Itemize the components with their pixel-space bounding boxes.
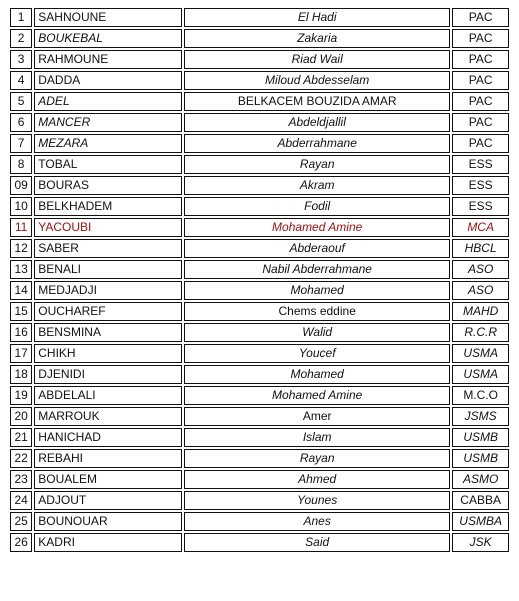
first-name-cell: Islam [184, 428, 450, 447]
table-row [10, 323, 509, 342]
row-number: 4 [10, 71, 32, 90]
club-cell: ASO [452, 260, 509, 279]
first-name-cell: Chems eddine [184, 302, 450, 321]
player-table-body [10, 8, 509, 552]
table-row [10, 386, 509, 405]
first-name-cell: Mohamed [184, 281, 450, 300]
club-cell: ESS [452, 197, 509, 216]
first-name-cell: Youcef [184, 344, 450, 363]
row-number: 2 [10, 29, 32, 48]
row-number: 23 [10, 470, 32, 489]
row-number: 19 [10, 386, 32, 405]
table-row [10, 50, 509, 69]
first-name-cell: Nabil Abderrahmane [184, 260, 450, 279]
row-number: 12 [10, 239, 32, 258]
table-row [10, 512, 509, 531]
first-name-cell: Walid [184, 323, 450, 342]
row-number: 10 [10, 197, 32, 216]
first-name-cell: Said [184, 533, 450, 552]
club-cell: USMB [452, 428, 509, 447]
row-number: 8 [10, 155, 32, 174]
club-cell: USMA [452, 344, 509, 363]
table-row [10, 134, 509, 153]
first-name-cell: Abderrahmane [184, 134, 450, 153]
last-name-cell: SAHNOUNE [34, 8, 182, 27]
last-name-cell: ABDELALI [34, 386, 182, 405]
table-row [10, 176, 509, 195]
row-number: 20 [10, 407, 32, 426]
last-name-cell: BOUNOUAR [34, 512, 182, 531]
row-number: 1 [10, 8, 32, 27]
last-name-cell: MEZARA [34, 134, 182, 153]
club-cell: HBCL [452, 239, 509, 258]
club-cell: USMBA [452, 512, 509, 531]
last-name-cell: ADEL [34, 92, 182, 111]
row-number: 26 [10, 533, 32, 552]
club-cell: USMB [452, 449, 509, 468]
last-name-cell: HANICHAD [34, 428, 182, 447]
first-name-cell: Mohamed Amine [184, 386, 450, 405]
club-cell: ESS [452, 155, 509, 174]
row-number: 7 [10, 134, 32, 153]
first-name-cell: Miloud Abdesselam [184, 71, 450, 90]
last-name-cell: BENALI [34, 260, 182, 279]
club-cell: JSK [452, 533, 509, 552]
club-cell: R.C.R [452, 323, 509, 342]
first-name-cell: El Hadi [184, 8, 450, 27]
row-number: 5 [10, 92, 32, 111]
first-name-cell: BELKACEM BOUZIDA AMAR [184, 92, 450, 111]
row-number: 24 [10, 491, 32, 510]
table-row [10, 239, 509, 258]
first-name-cell: Rayan [184, 449, 450, 468]
last-name-cell: SABER [34, 239, 182, 258]
last-name-cell: BOUKEBAL [34, 29, 182, 48]
table-row [10, 470, 509, 489]
last-name-cell: YACOUBI [34, 218, 182, 237]
last-name-cell: OUCHAREF [34, 302, 182, 321]
table-row [10, 302, 509, 321]
last-name-cell: DJENIDI [34, 365, 182, 384]
table-row [10, 428, 509, 447]
first-name-cell: Abdeldjallil [184, 113, 450, 132]
table-row [10, 113, 509, 132]
row-number: 25 [10, 512, 32, 531]
first-name-cell: Zakaria [184, 29, 450, 48]
row-number: 16 [10, 323, 32, 342]
club-cell: PAC [452, 50, 509, 69]
table-row [10, 533, 509, 552]
first-name-cell: Rayan [184, 155, 450, 174]
club-cell: ASMO [452, 470, 509, 489]
club-cell: CABBA [452, 491, 509, 510]
last-name-cell: MANCER [34, 113, 182, 132]
table-row [10, 344, 509, 363]
last-name-cell: BOURAS [34, 176, 182, 195]
last-name-cell: BENSMINA [34, 323, 182, 342]
table-row [10, 92, 509, 111]
first-name-cell: Abderaouf [184, 239, 450, 258]
club-cell: M.C.O [452, 386, 509, 405]
row-number: 09 [10, 176, 32, 195]
row-number: 13 [10, 260, 32, 279]
table-row [10, 218, 509, 237]
first-name-cell: Riad Wail [184, 50, 450, 69]
row-number: 11 [10, 218, 32, 237]
last-name-cell: BOUALEM [34, 470, 182, 489]
club-cell: PAC [452, 29, 509, 48]
table-row [10, 29, 509, 48]
table-row [10, 197, 509, 216]
row-number: 3 [10, 50, 32, 69]
row-number: 21 [10, 428, 32, 447]
last-name-cell: CHIKH [34, 344, 182, 363]
last-name-cell: MEDJADJI [34, 281, 182, 300]
last-name-cell: REBAHI [34, 449, 182, 468]
club-cell: MCA [452, 218, 509, 237]
row-number: 17 [10, 344, 32, 363]
row-number: 6 [10, 113, 32, 132]
last-name-cell: ADJOUT [34, 491, 182, 510]
first-name-cell: Ahmed [184, 470, 450, 489]
first-name-cell: Akram [184, 176, 450, 195]
first-name-cell: Amer [184, 407, 450, 426]
club-cell: ESS [452, 176, 509, 195]
club-cell: ASO [452, 281, 509, 300]
table-row [10, 71, 509, 90]
table-row [10, 449, 509, 468]
last-name-cell: BELKHADEM [34, 197, 182, 216]
first-name-cell: Fodil [184, 197, 450, 216]
last-name-cell: KADRI [34, 533, 182, 552]
player-list [10, 8, 511, 554]
first-name-cell: Mohamed Amine [184, 218, 450, 237]
club-cell: PAC [452, 71, 509, 90]
table-row [10, 260, 509, 279]
club-cell: MAHD [452, 302, 509, 321]
club-cell: USMA [452, 365, 509, 384]
table-row [10, 491, 509, 510]
row-number: 18 [10, 365, 32, 384]
club-cell: PAC [452, 8, 509, 27]
row-number: 15 [10, 302, 32, 321]
table-row [10, 407, 509, 426]
table-row [10, 8, 509, 27]
last-name-cell: TOBAL [34, 155, 182, 174]
first-name-cell: Anes [184, 512, 450, 531]
table-row [10, 155, 509, 174]
player-table [8, 6, 511, 554]
table-row [10, 365, 509, 384]
club-cell: PAC [452, 134, 509, 153]
last-name-cell: MARROUK [34, 407, 182, 426]
last-name-cell: RAHMOUNE [34, 50, 182, 69]
first-name-cell: Younes [184, 491, 450, 510]
club-cell: PAC [452, 92, 509, 111]
row-number: 22 [10, 449, 32, 468]
club-cell: JSMS [452, 407, 509, 426]
first-name-cell: Mohamed [184, 365, 450, 384]
row-number: 14 [10, 281, 32, 300]
club-cell: PAC [452, 113, 509, 132]
last-name-cell: DADDA [34, 71, 182, 90]
table-row [10, 281, 509, 300]
